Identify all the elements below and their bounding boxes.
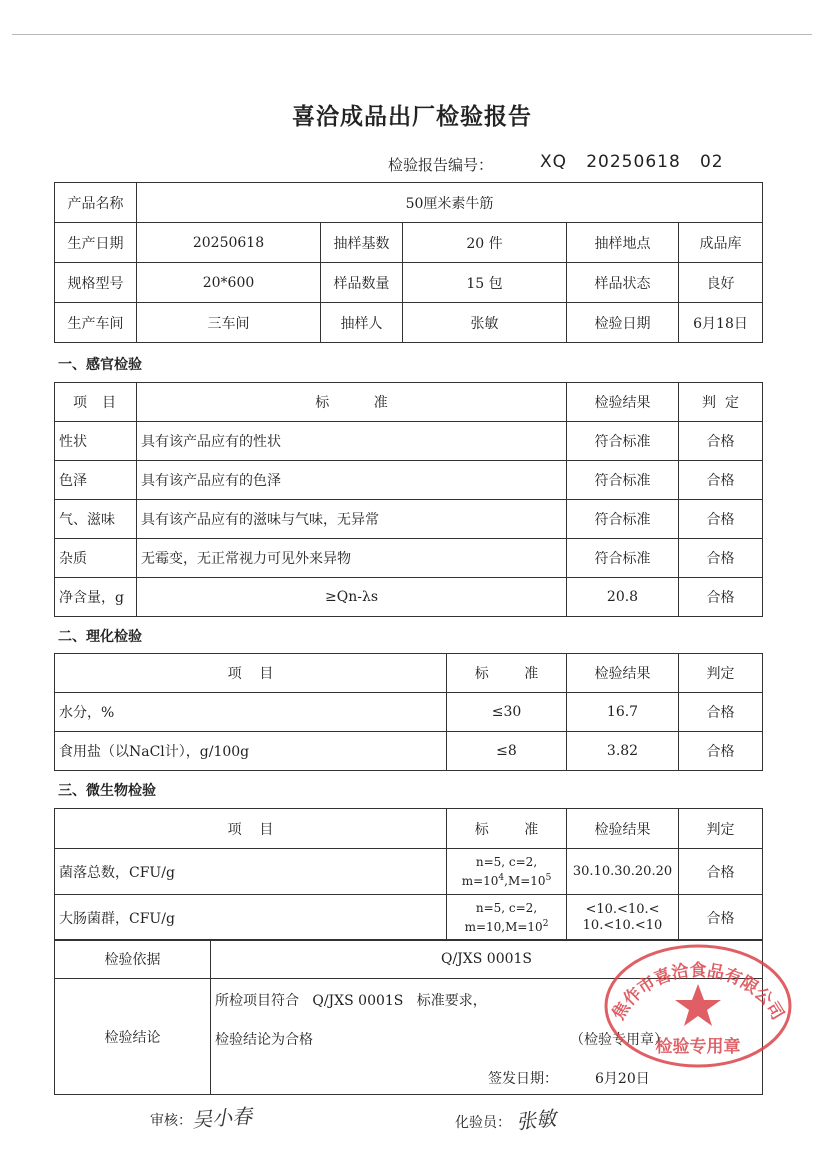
micro-header-item: 项 目 xyxy=(55,809,447,849)
review-signature: 吴小春 xyxy=(191,1103,253,1133)
star-icon xyxy=(675,984,721,1026)
sensory-header-std: 标 准 xyxy=(137,383,567,422)
micro-header-verdict: 判定 xyxy=(679,809,763,849)
sensory-verdict: 合格 xyxy=(679,578,763,617)
sensory-table xyxy=(54,382,763,617)
sensory-item: 性状 xyxy=(55,422,137,461)
micro-item: 大肠菌群，CFU/g xyxy=(55,895,447,941)
micro-header-result: 检验结果 xyxy=(567,809,679,849)
micro-heading: 三、微生物检验 xyxy=(58,783,156,799)
physchem-std: ≤30 xyxy=(447,693,567,732)
micro-std-m-exp: 4 xyxy=(498,873,505,883)
micro-item: 菌落总数，CFU/g xyxy=(55,849,447,895)
micro-std xyxy=(447,849,567,895)
physchem-result: 16.7 xyxy=(567,693,679,732)
micro-std-M: ,M=10 xyxy=(504,874,546,888)
inspector-label: 化验员： xyxy=(455,1115,511,1131)
sensory-heading: 一、感官检验 xyxy=(58,357,142,373)
physchem-item: 水分，% xyxy=(55,693,447,732)
sample-place-value: 成品库 xyxy=(679,223,763,263)
report-number-label: 检验报告编号： xyxy=(388,156,494,174)
basis-value: Q/JXS 0001S xyxy=(211,940,763,979)
table-row xyxy=(55,500,763,539)
sensory-result: 20.8 xyxy=(567,578,679,617)
micro-std-line1: n=5, c=2, xyxy=(475,855,538,869)
report-number-value: XQ 20250618 02 xyxy=(540,152,724,172)
sensory-verdict: 合格 xyxy=(679,539,763,578)
sensory-std: 具有该产品应有的性状 xyxy=(137,422,567,461)
physchem-header-result: 检验结果 xyxy=(567,654,679,693)
micro-verdict: 合格 xyxy=(679,895,763,941)
conclusion-label: 检验结论 xyxy=(55,979,211,1095)
table-row xyxy=(55,461,763,500)
sensory-header-item: 项 目 xyxy=(55,383,137,422)
stamp-note: （检验专用章） xyxy=(570,1032,668,1048)
micro-result-line1: <10.<10.< xyxy=(585,901,660,917)
physchem-header-item: 项 目 xyxy=(55,654,447,693)
micro-std xyxy=(447,895,567,941)
sample-qty-value: 15 包 xyxy=(403,263,567,303)
micro-result: 30.10.30.20.20 xyxy=(567,849,679,895)
company-seal xyxy=(600,940,796,1068)
product-name-label: 产品名称 xyxy=(55,183,137,223)
micro-std-line2 xyxy=(447,870,566,889)
sign-date-label: 签发日期： xyxy=(488,1071,558,1087)
micro-std-M-exp: 5 xyxy=(545,873,552,883)
sensory-result: 符合标准 xyxy=(567,422,679,461)
micro-result-line2: 10.<10.<10 xyxy=(582,917,663,933)
spec-value: 20*600 xyxy=(137,263,321,303)
test-date-value: 6月18日 xyxy=(679,303,763,343)
micro-header-std: 标 准 xyxy=(447,809,567,849)
sensory-result: 符合标准 xyxy=(567,500,679,539)
seal-top-text: 焦作市喜洽食品有限公司 xyxy=(608,960,788,1024)
sample-state-value: 良好 xyxy=(679,263,763,303)
table-row xyxy=(55,732,763,771)
top-rule xyxy=(12,34,812,35)
sensory-item: 气、滋味 xyxy=(55,500,137,539)
sensory-header-verdict: 判 定 xyxy=(679,383,763,422)
sampler-label: 抽样人 xyxy=(321,303,403,343)
table-row xyxy=(55,578,763,617)
micro-std-line2 xyxy=(447,916,566,935)
micro-std-line1: n=5, c=2, xyxy=(475,901,538,915)
sensory-result: 符合标准 xyxy=(567,461,679,500)
inspector-signature: 张敏 xyxy=(515,1105,558,1135)
prod-date-label: 生产日期 xyxy=(55,223,137,263)
sensory-verdict: 合格 xyxy=(679,422,763,461)
physchem-verdict: 合格 xyxy=(679,693,763,732)
physchem-result: 3.82 xyxy=(567,732,679,771)
micro-std-M-exp: 2 xyxy=(542,919,549,929)
sample-place-label: 抽样地点 xyxy=(567,223,679,263)
spec-label: 规格型号 xyxy=(55,263,137,303)
micro-verdict: 合格 xyxy=(679,849,763,895)
conclusion-line1: 所检项目符合 Q/JXS 0001S 标准要求， xyxy=(215,993,487,1009)
physchem-heading: 二、理化检验 xyxy=(58,629,142,645)
table-row xyxy=(55,693,763,732)
physchem-verdict: 合格 xyxy=(679,732,763,771)
sensory-std: 无霉变，无正常视力可见外来异物 xyxy=(137,539,567,578)
product-info-table xyxy=(54,182,763,343)
micro-std-m: m=10 xyxy=(461,874,499,888)
sample-state-label: 样品状态 xyxy=(567,263,679,303)
sensory-item: 净含量，g xyxy=(55,578,137,617)
seal-bottom-text: 检验专用章 xyxy=(655,1037,741,1057)
test-date-label: 检验日期 xyxy=(567,303,679,343)
prod-date-value: 20250618 xyxy=(137,223,321,263)
review-label: 审核： xyxy=(150,1113,192,1129)
sampler-value: 张敏 xyxy=(403,303,567,343)
workshop-label: 生产车间 xyxy=(55,303,137,343)
basis-label: 检验依据 xyxy=(55,940,211,979)
physchem-table xyxy=(54,653,763,771)
sensory-std: 具有该产品应有的滋味与气味，无异常 xyxy=(137,500,567,539)
table-row xyxy=(55,422,763,461)
conclusion-line2: 检验结论为合格 xyxy=(215,1032,313,1048)
physchem-std: ≤8 xyxy=(447,732,567,771)
sensory-item: 色泽 xyxy=(55,461,137,500)
sensory-verdict: 合格 xyxy=(679,461,763,500)
micro-result xyxy=(567,895,679,941)
micro-std-m: m=10,M=10 xyxy=(464,920,543,934)
workshop-value: 三车间 xyxy=(137,303,321,343)
sensory-item: 杂质 xyxy=(55,539,137,578)
sensory-std: ≥Qn-λs xyxy=(137,578,567,617)
sensory-result: 符合标准 xyxy=(567,539,679,578)
sample-qty-label: 样品数量 xyxy=(321,263,403,303)
table-row xyxy=(55,539,763,578)
physchem-header-verdict: 判定 xyxy=(679,654,763,693)
sensory-header-result: 检验结果 xyxy=(567,383,679,422)
sample-base-value: 20 件 xyxy=(403,223,567,263)
table-row xyxy=(55,849,763,895)
product-name-value: 50厘米素牛筋 xyxy=(137,183,763,223)
sample-base-label: 抽样基数 xyxy=(321,223,403,263)
sensory-std: 具有该产品应有的色泽 xyxy=(137,461,567,500)
sensory-verdict: 合格 xyxy=(679,500,763,539)
report-title: 喜洽成品出厂检验报告 xyxy=(292,104,532,130)
sign-date-value: 6月20日 xyxy=(595,1071,650,1087)
physchem-item: 食用盐（以NaCl计），g/100g xyxy=(55,732,447,771)
physchem-header-std: 标 准 xyxy=(447,654,567,693)
table-row xyxy=(55,895,763,941)
micro-table xyxy=(54,808,763,941)
